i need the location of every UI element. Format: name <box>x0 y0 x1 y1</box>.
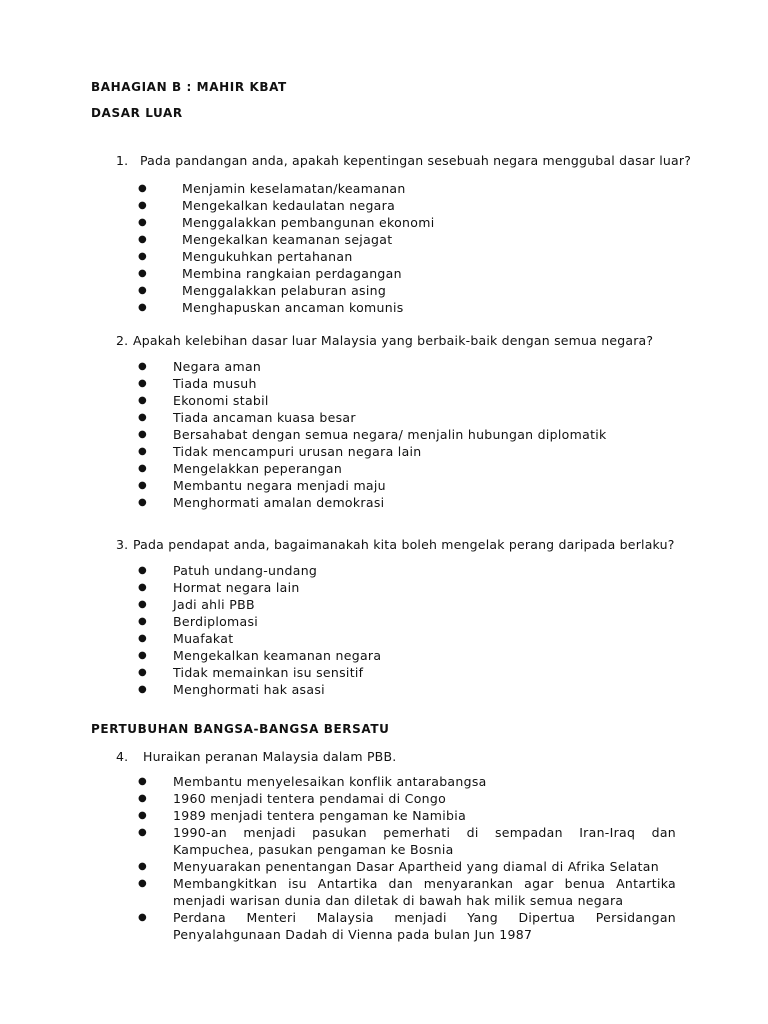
bullet-icon: ● <box>138 251 148 262</box>
bullet-icon: ● <box>138 827 148 838</box>
answer-text: Hormat negara lain <box>173 580 300 595</box>
bullet-icon: ● <box>138 183 148 194</box>
answer-text: 1960 menjadi tentera pendamai di Congo <box>173 791 447 806</box>
answer-list-4 <box>138 773 676 943</box>
answer-list-2 <box>138 358 607 511</box>
question-text: Pada pendapat anda, bagaimanakah kita boleh mengelak perang daripada berlaku? <box>133 537 675 552</box>
answer-text: Tiada ancaman kuasa besar <box>173 410 356 425</box>
answer-text: Mengekalkan keamanan sejagat <box>182 232 393 247</box>
list-item <box>138 477 607 494</box>
list-item <box>138 282 434 299</box>
list-item <box>138 231 434 248</box>
question-text: Huraikan peranan Malaysia dalam PBB. <box>143 749 397 764</box>
bullet-icon: ● <box>138 234 148 245</box>
bullet-icon: ● <box>138 285 148 296</box>
question-number: 1. <box>116 153 129 168</box>
bullet-icon: ● <box>138 912 148 923</box>
answer-list-1 <box>138 180 434 316</box>
answer-text: Muafakat <box>173 631 234 646</box>
bullet-icon: ● <box>138 217 148 228</box>
bullet-icon: ● <box>138 378 148 389</box>
list-item <box>138 443 607 460</box>
bullet-icon: ● <box>138 361 148 372</box>
answer-text: Mengukuhkan pertahanan <box>182 249 353 264</box>
bullet-icon: ● <box>138 463 148 474</box>
question-3 <box>116 537 676 552</box>
answer-text: Membantu menyelesaikan konflik antarabangsa <box>173 774 487 789</box>
list-item <box>138 460 607 477</box>
answer-text: Mengekalkan keamanan negara <box>173 648 382 663</box>
question-text: Pada pandangan anda, apakah kepentingan sesebuah negara menggubal dasar luar? <box>140 153 692 168</box>
list-item <box>138 299 434 316</box>
list-item <box>138 773 676 790</box>
bullet-icon: ● <box>138 582 148 593</box>
answer-text: Mengekalkan kedaulatan negara <box>182 198 396 213</box>
bullet-icon: ● <box>138 776 148 787</box>
list-item <box>138 375 607 392</box>
answer-text: Menggalakkan pelaburan asing <box>182 283 387 298</box>
answer-text: Tidak memainkan isu sensitif <box>173 665 364 680</box>
bullet-icon: ● <box>138 200 148 211</box>
bullet-icon: ● <box>138 684 148 695</box>
bullet-icon: ● <box>138 650 148 661</box>
answer-list-3 <box>138 562 381 698</box>
list-item <box>138 248 434 265</box>
bullet-icon: ● <box>138 302 148 313</box>
bullet-icon: ● <box>138 667 148 678</box>
bullet-icon: ● <box>138 565 148 576</box>
list-item <box>138 790 676 807</box>
list-item <box>138 409 607 426</box>
bullet-icon: ● <box>138 497 148 508</box>
list-item <box>138 681 381 698</box>
answer-text: Menjamin keselamatan/keamanan <box>182 181 406 196</box>
answer-text: Menggalakkan pembangunan ekonomi <box>182 215 435 230</box>
list-item <box>138 664 381 681</box>
answer-text: Membantu negara menjadi maju <box>173 478 386 493</box>
answer-text: Patuh undang-undang <box>173 563 318 578</box>
answer-text: Jadi ahli PBB <box>173 597 255 612</box>
list-item <box>138 596 381 613</box>
answer-text: 1989 menjadi tentera pengaman ke Namibia <box>173 808 467 823</box>
list-item <box>138 579 381 596</box>
bullet-icon: ● <box>138 793 148 804</box>
answer-text: Menyuarakan penentangan Dasar Apartheid yang diamal di Afrika Selatan <box>173 859 659 874</box>
answer-text: Membangkitkan isu Antartika dan menyarankan agar benua Antartika menjadi warisan dunia dan diletak di bawah hak milik semua negara <box>173 876 676 908</box>
question-text: Apakah kelebihan dasar luar Malaysia yang berbaik-baik dengan semua negara? <box>133 333 654 348</box>
topic-heading-dasar-luar: DASAR LUAR <box>91 106 183 120</box>
list-item <box>138 824 676 858</box>
bullet-icon: ● <box>138 446 148 457</box>
question-4 <box>116 749 676 764</box>
list-item <box>138 630 381 647</box>
list-item <box>138 426 607 443</box>
answer-text: Tidak mencampuri urusan negara lain <box>173 444 422 459</box>
list-item <box>138 562 381 579</box>
bullet-icon: ● <box>138 810 148 821</box>
answer-text: Negara aman <box>173 359 262 374</box>
question-number: 4. <box>116 749 129 764</box>
bullet-icon: ● <box>138 616 148 627</box>
answer-text: Mengelakkan peperangan <box>173 461 343 476</box>
list-item <box>138 647 381 664</box>
list-item <box>138 858 676 875</box>
bullet-icon: ● <box>138 412 148 423</box>
bullet-icon: ● <box>138 429 148 440</box>
bullet-icon: ● <box>138 878 148 889</box>
answer-text: 1990-an menjadi pasukan pemerhati di sempadan Iran-Iraq dan Kampuchea, pasukan pengaman ke Bosnia <box>173 825 676 857</box>
list-item <box>138 214 434 231</box>
list-item <box>138 358 607 375</box>
answer-text: Menghormati hak asasi <box>173 682 325 697</box>
answer-text: Ekonomi stabil <box>173 393 269 408</box>
list-item <box>138 392 607 409</box>
list-item <box>138 180 434 197</box>
list-item <box>138 909 676 943</box>
answer-text: Berdiplomasi <box>173 614 259 629</box>
bullet-icon: ● <box>138 480 148 491</box>
list-item <box>138 265 434 282</box>
answer-text: Menghapuskan ancaman komunis <box>182 300 404 315</box>
question-2 <box>116 333 676 348</box>
bullet-icon: ● <box>138 861 148 872</box>
list-item <box>138 613 381 630</box>
topic-heading-pbb: PERTUBUHAN BANGSA-BANGSA BERSATU <box>91 722 390 736</box>
question-1 <box>116 153 692 168</box>
bullet-icon: ● <box>138 268 148 279</box>
list-item <box>138 875 676 909</box>
bullet-icon: ● <box>138 633 148 644</box>
list-item <box>138 197 434 214</box>
bullet-icon: ● <box>138 395 148 406</box>
question-number: 2. <box>116 333 129 348</box>
answer-text: Tiada musuh <box>173 376 257 391</box>
list-item <box>138 807 676 824</box>
answer-text: Perdana Menteri Malaysia menjadi Yang Dipertua Persidangan Penyalahgunaan Dadah di Vienna pada bulan Jun 1987 <box>173 910 676 942</box>
question-number: 3. <box>116 537 129 552</box>
bullet-icon: ● <box>138 599 148 610</box>
answer-text: Bersahabat dengan semua negara/ menjalin hubungan diplomatik <box>173 427 607 442</box>
answer-text: Membina rangkaian perdagangan <box>182 266 402 281</box>
answer-text: Menghormati amalan demokrasi <box>173 495 385 510</box>
list-item <box>138 494 607 511</box>
section-title: BAHAGIAN B : MAHIR KBAT <box>91 80 287 94</box>
